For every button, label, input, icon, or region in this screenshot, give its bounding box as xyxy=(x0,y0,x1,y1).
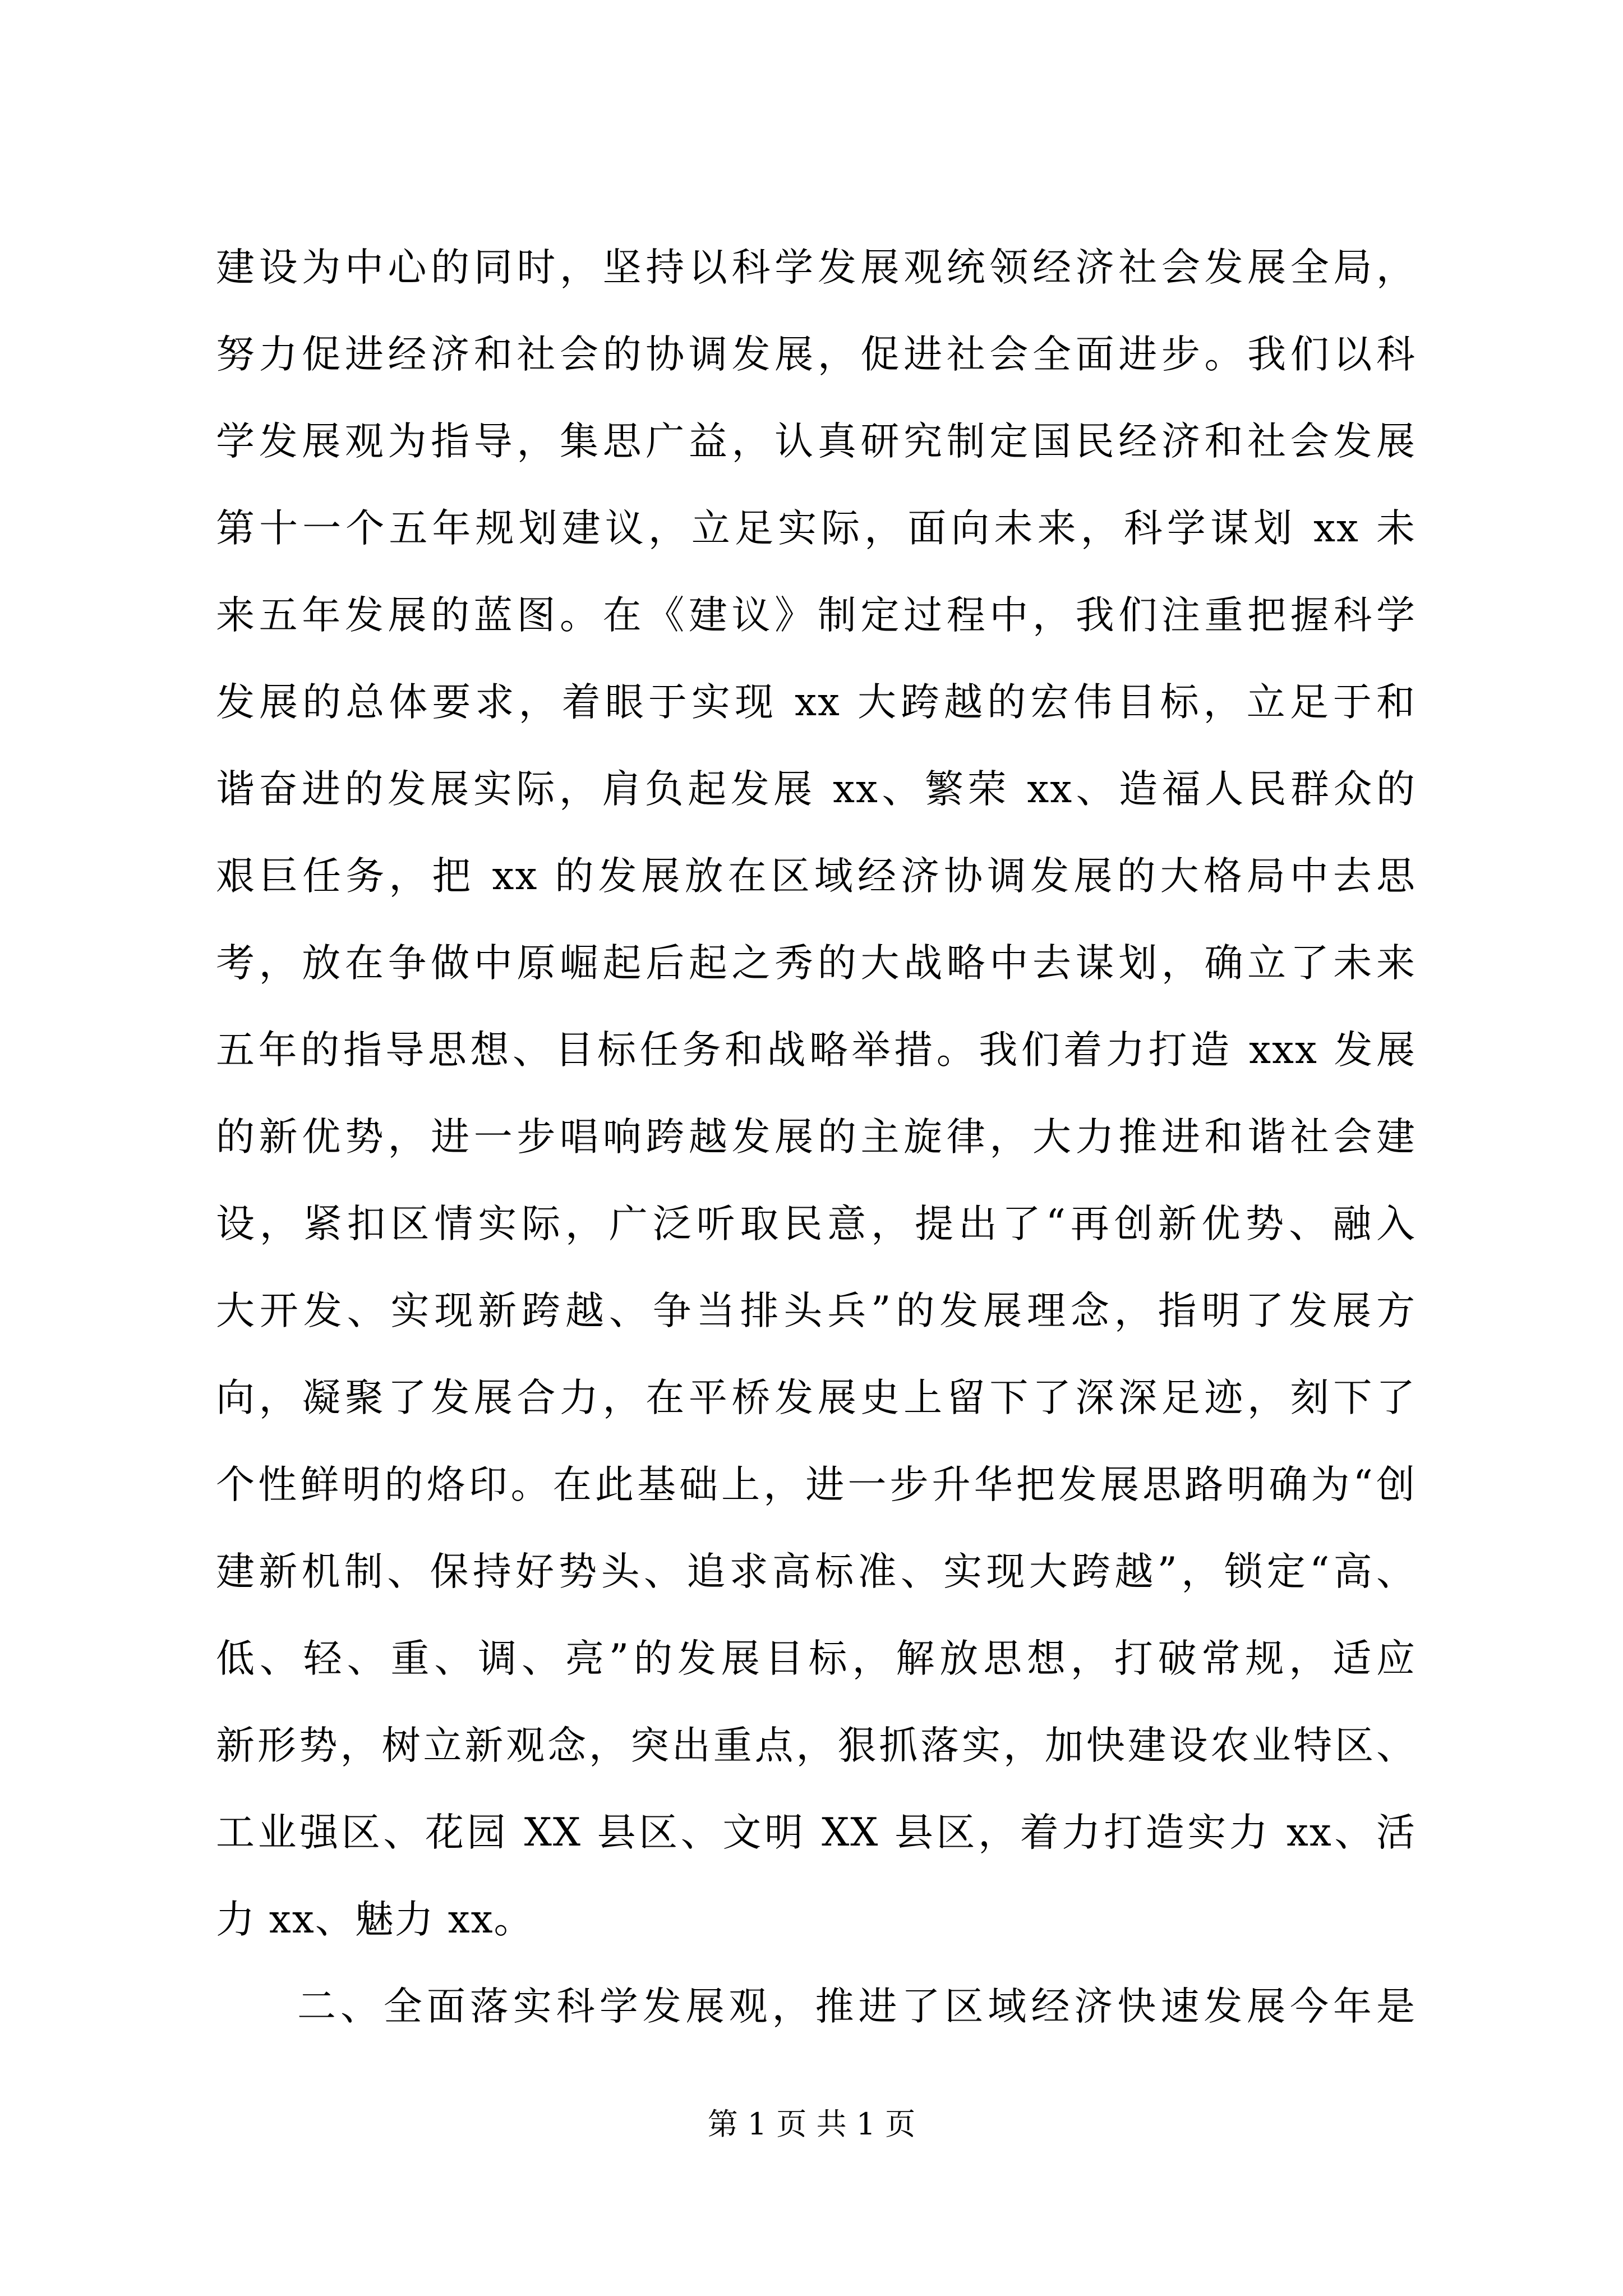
text-line: 五年的指导思想、目标任务和战略举措。我们着力打造 xxx 发展 xyxy=(216,1028,1416,1073)
text-line: 发展的总体要求，着眼于实现 xx 大跨越的宏伟目标，立足于和 xyxy=(216,680,1416,725)
text-line: 谐奋进的发展实际，肩负起发展 xx、繁荣 xx、造福人民群众的 xyxy=(216,767,1416,812)
text-line: 力 xx、魅力 xx。 xyxy=(216,1897,534,1942)
text-line: 第十一个五年规划建议，立足实际，面向未来，科学谋划 xx 未 xyxy=(216,506,1416,551)
text-line: 建设为中心的同时，坚持以科学发展观统领经济社会发展全局， xyxy=(216,245,1416,290)
document-body xyxy=(216,224,1416,2050)
text-line: 建新机制、保持好势头、追求高标准、实现大跨越”，锁定“高、 xyxy=(216,1549,1416,1594)
text-line: 学发展观为指导，集思广益，认真研究制定国民经济和社会发展 xyxy=(216,419,1416,464)
text-line: 的新优势，进一步唱响跨越发展的主旋律，大力推进和谐社会建 xyxy=(216,1115,1416,1159)
text-line: 新形势，树立新观念，突出重点，狠抓落实，加快建设农业特区、 xyxy=(216,1723,1416,1768)
page-number-label: 第 1 页 共 1 页 xyxy=(707,2106,916,2142)
text-line: 低、轻、重、调、亮”的发展目标，解放思想，打破常规，适应 xyxy=(216,1636,1416,1681)
paragraph-1 xyxy=(216,224,1416,1963)
text-line: 考，放在争做中原崛起后起之秀的大战略中去谋划，确立了未来 xyxy=(216,941,1416,986)
text-line: 工业强区、花园 XX 县区、文明 XX 县区，着力打造实力 xx、活 xyxy=(216,1810,1416,1855)
text-line: 个性鲜明的烙印。在此基础上，进一步升华把发展思路明确为“创 xyxy=(216,1462,1416,1507)
text-line: 大开发、实现新跨越、争当排头兵”的发展理念，指明了发展方 xyxy=(216,1289,1416,1333)
page-footer xyxy=(0,2105,1623,2144)
text-line: 努力促进经济和社会的协调发展，促进社会全面进步。我们以科 xyxy=(216,332,1416,377)
text-line: 设，紧扣区情实际，广泛听取民意，提出了“再创新优势、融入 xyxy=(216,1202,1416,1246)
section-heading-line: 二、全面落实科学发展观，推进了区域经济快速发展今年是 xyxy=(297,1984,1416,2029)
text-line: 艰巨任务，把 xx 的发展放在区域经济协调发展的大格局中去思 xyxy=(216,854,1416,899)
text-line: 来五年发展的蓝图。在《建议》制定过程中，我们注重把握科学 xyxy=(216,593,1416,638)
text-line: 向，凝聚了发展合力，在平桥发展史上留下了深深足迹，刻下了 xyxy=(216,1375,1416,1420)
paragraph-2 xyxy=(216,1963,1416,2050)
